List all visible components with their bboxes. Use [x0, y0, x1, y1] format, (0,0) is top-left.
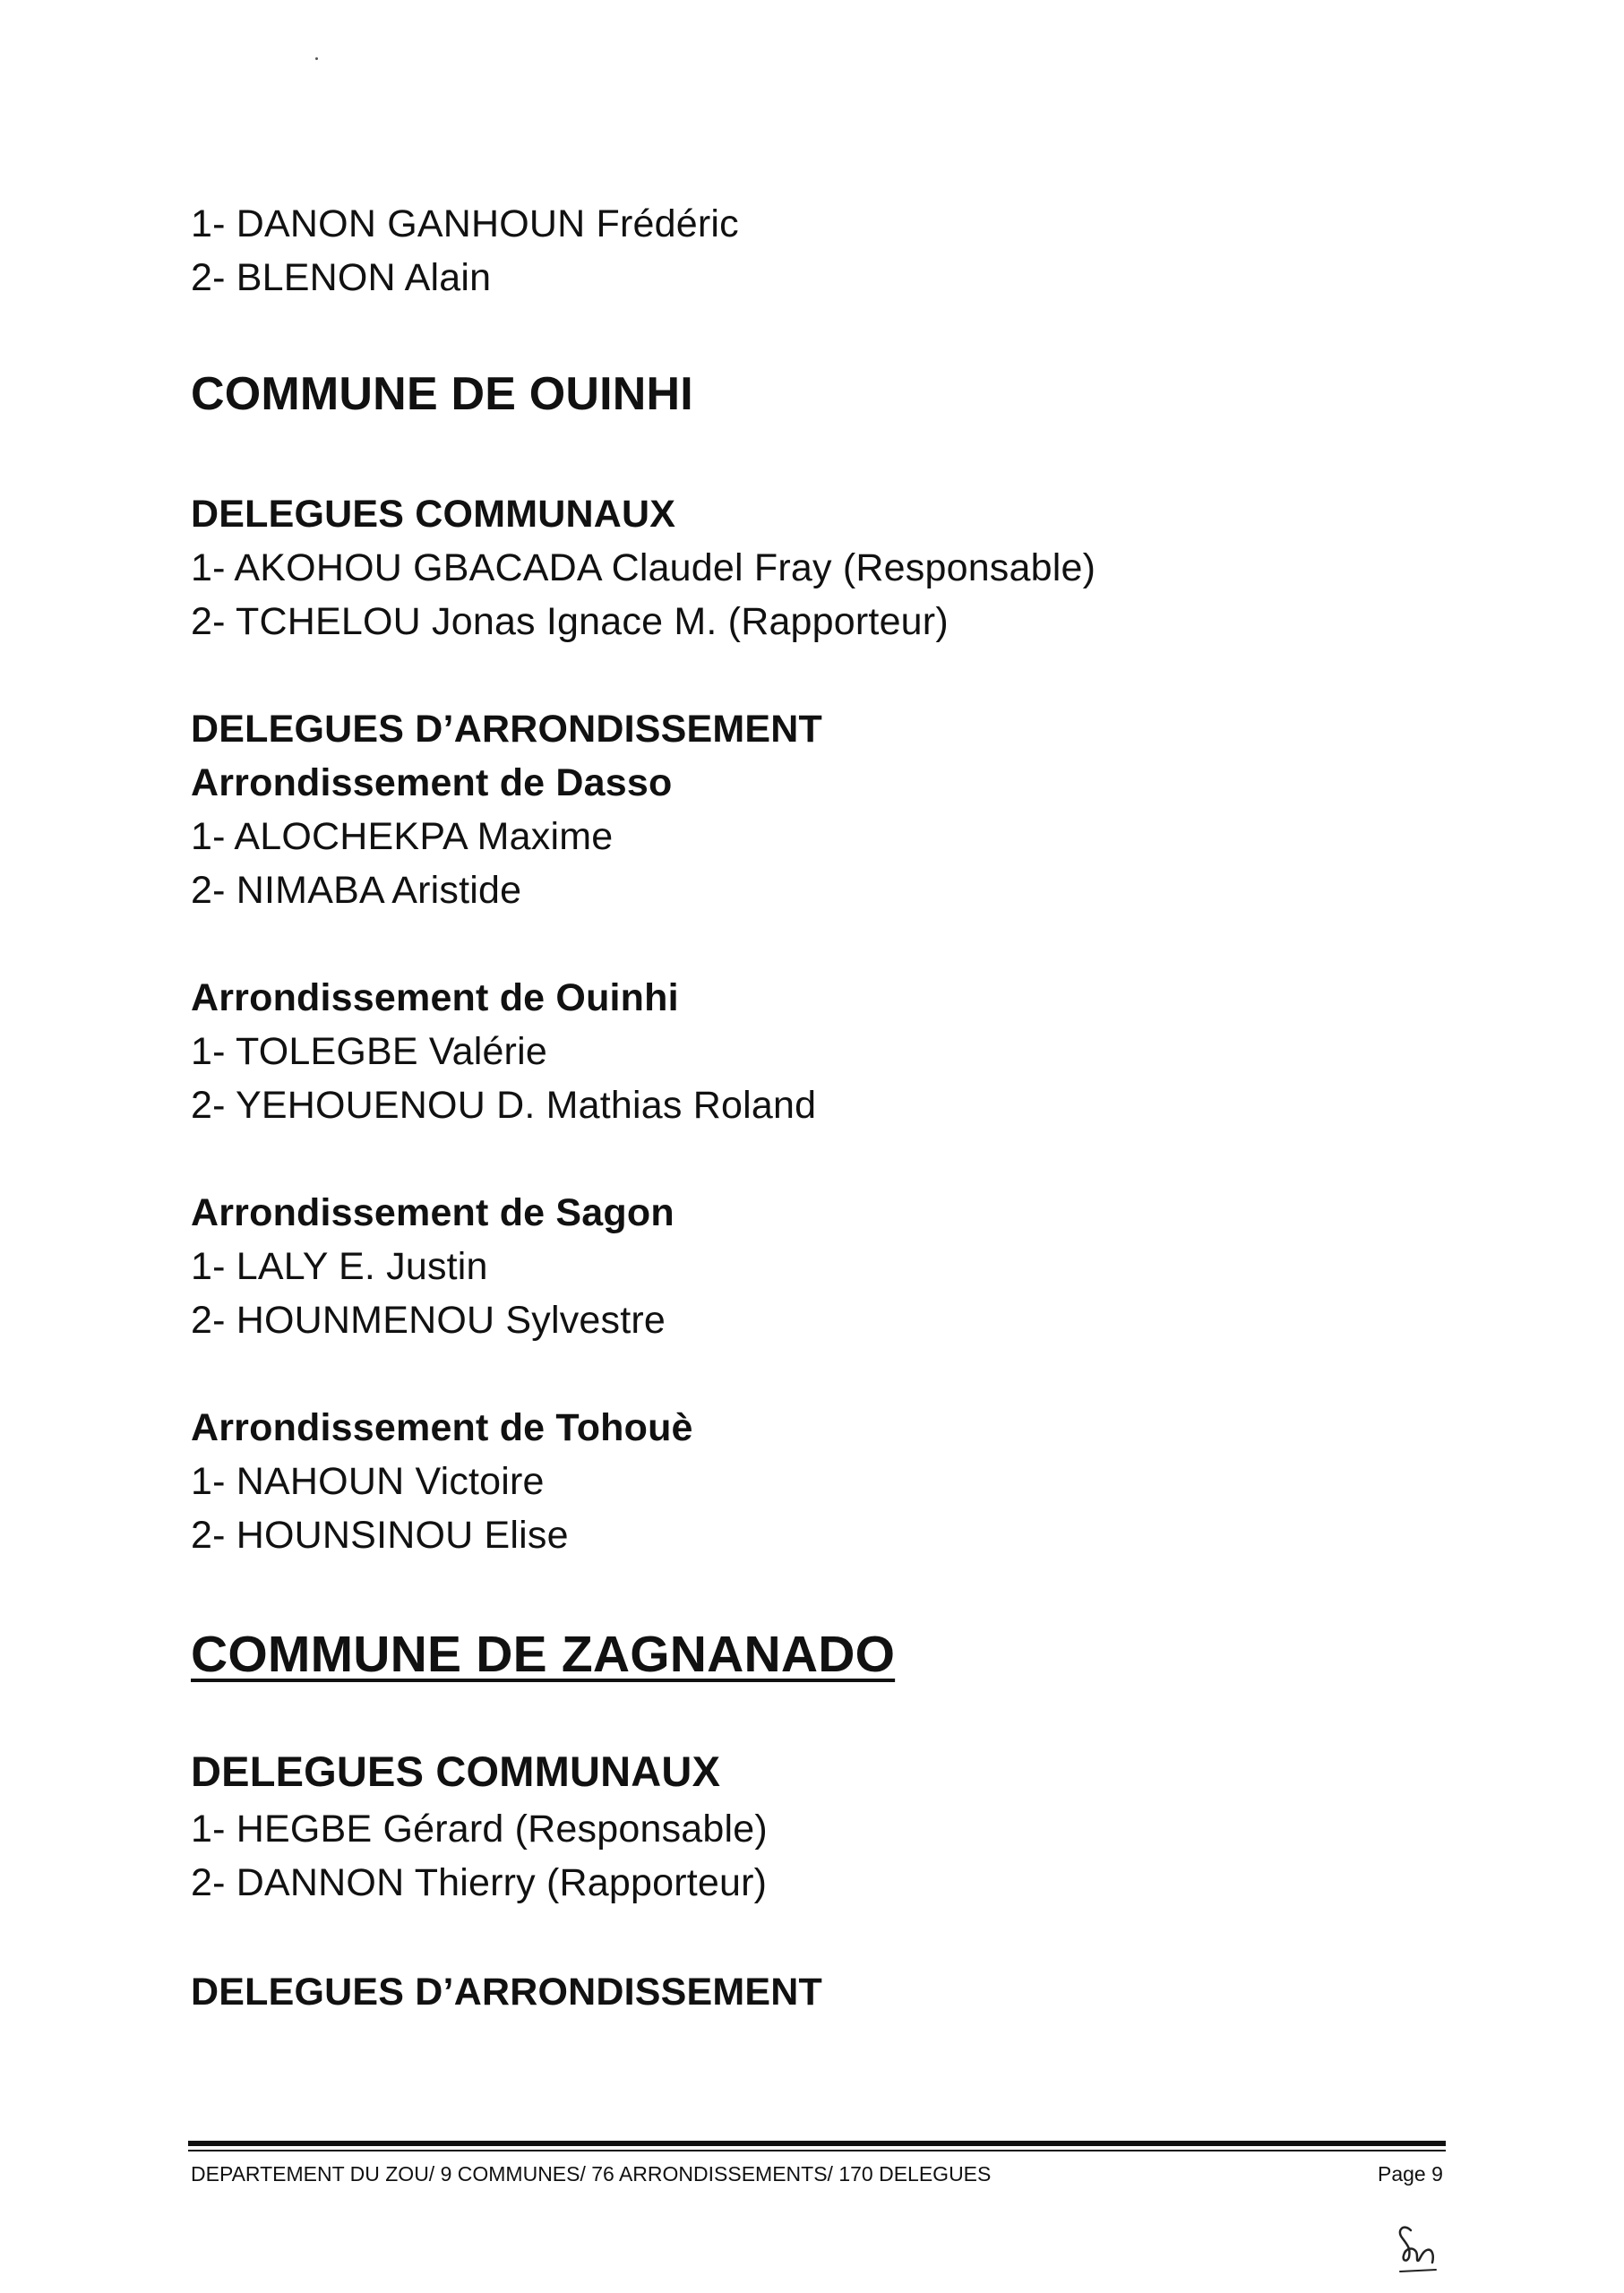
list-item: 1- NAHOUN Victoire: [191, 1460, 545, 1503]
list-item: 1- AKOHOU GBACADA Claudel Fray (Responsable): [191, 546, 1096, 589]
list-item: 2- BLENON Alain: [191, 256, 492, 299]
list-item: 1- TOLEGBE Valérie: [191, 1030, 547, 1073]
commune-heading: COMMUNE DE OUINHI: [191, 368, 693, 420]
commune-heading: COMMUNE DE ZAGNANADO: [191, 1626, 896, 1683]
list-item: 1- ALOCHEKPA Maxime: [191, 815, 614, 858]
list-item: 2- TCHELOU Jonas Ignace M. (Rapporteur): [191, 600, 949, 643]
list-item: 2- HOUNSINOU Elise: [191, 1514, 569, 1557]
page-number: Page 9: [1378, 2162, 1443, 2186]
list-item: 2- HOUNMENOU Sylvestre: [191, 1299, 666, 1342]
section-heading: DELEGUES D’ARRONDISSEMENT: [191, 708, 823, 751]
footer-text: DEPARTEMENT DU ZOU/ 9 COMMUNES/ 76 ARRONDISSEMENTS/ 170 DELEGUES: [191, 2162, 992, 2186]
scan-speck: [315, 57, 318, 60]
arrondissement-heading: Arrondissement de Dasso: [191, 761, 673, 804]
arrondissement-heading: Arrondissement de Tohouè: [191, 1406, 693, 1449]
section-heading: DELEGUES COMMUNAUX: [191, 1748, 721, 1795]
arrondissement-heading: Arrondissement de Ouinhi: [191, 976, 679, 1019]
list-item: 2- YEHOUENOU D. Mathias Roland: [191, 1084, 817, 1127]
section-heading: DELEGUES COMMUNAUX: [191, 493, 676, 536]
footer-rule: [188, 2141, 1446, 2146]
list-item: 1- DANON GANHOUN Frédéric: [191, 202, 739, 245]
list-item: 2- DANNON Thierry (Rapporteur): [191, 1861, 768, 1904]
list-item: 1- LALY E. Justin: [191, 1245, 488, 1288]
section-heading: DELEGUES D’ARRONDISSEMENT: [191, 1971, 823, 2014]
arrondissement-heading: Arrondissement de Sagon: [191, 1191, 675, 1234]
initials-signature: [1384, 2211, 1456, 2282]
list-item: 1- HEGBE Gérard (Responsable): [191, 1808, 768, 1851]
footer-rule: [188, 2150, 1446, 2151]
list-item: 2- NIMABA Aristide: [191, 869, 522, 912]
